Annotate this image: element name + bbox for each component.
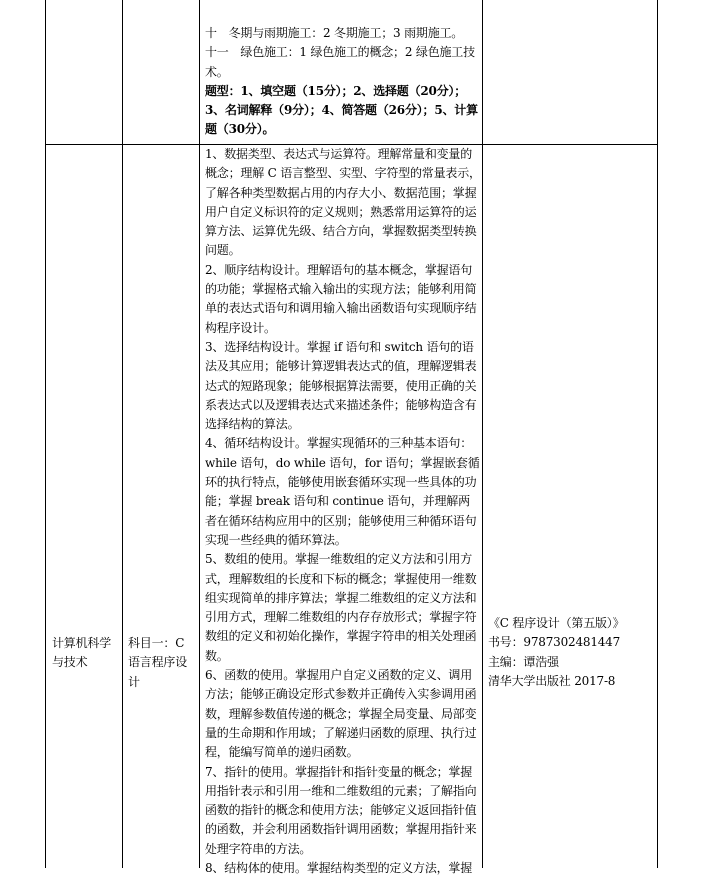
table-border-left: [45, 0, 46, 868]
table-border-right: [657, 0, 658, 868]
textbook-editor: 主编：谭浩强: [488, 654, 559, 669]
textbook-title: 《C 程序设计（第五版）》: [488, 616, 625, 630]
content-section-7: 7、指针的使用。掌握指针和指针变量的概念；掌握用指针表示和引用一维和二维数组的元素；了解指向函数的指针的概念和使用方法；能够定义返回指针值的函数，并会利用函数指针调用函数；掌握用指针来处理字符串的方法。: [205, 764, 477, 856]
content-section-8: 8、结构体的使用。掌握结构类型的定义方法，掌握: [205, 860, 473, 875]
content-section-3: 3、选择结构设计。掌握 if 语句和 switch 语句的语法及其应用；能够计算逻辑表达式的值，理解逻辑表达式的短路现象；能够根据算法需要，使用正确的关系表达式以及逻辑表达式来描述条件；能够构造含有选择结构的算法。: [205, 339, 477, 432]
top-row-content: [205, 24, 481, 140]
textbook-publisher: 清华大学出版社 2017-8: [488, 673, 616, 688]
table-border-col3: [482, 0, 483, 868]
top-line-green: 十一 绿色施工：1 绿色施工的概念；2 绿色施工技术。: [205, 45, 475, 79]
table-border-col1: [122, 0, 123, 868]
content-section-1: 1、数据类型、表达式与运算符。理解常量和变量的概念；理解 C 语言整型、实型、字符型的常量表示，了解各种类型数据占用的内存大小、数据范围；掌握用户自定义标识符的定义规则；熟悉常用运算符的运算方法、运算优先级、结合方向，掌握数据类型转换问题。: [205, 147, 481, 258]
content-section-5: 5、数组的使用。掌握一维数组的定义方法和引用方式，理解数组的长度和下标的概念；掌握使用一维数组实现简单的排序算法；掌握二维数组的定义方法和引用方式，理解二维数组的内存存放形式；掌握字符数组的定义和初始化操作，掌握字符串的相关处理函数。: [205, 552, 477, 663]
subject-name: 科目一：C 语言程序设计: [128, 636, 188, 689]
question-types: 题型：1、填空题（15分）；2、选择题（20分）；3、名词解释（9分）；4、简答题（26分）；5、计算题（30分）。: [205, 83, 478, 137]
content-section-6: 6、函数的使用。掌握用户自定义函数的定义、调用方法；能够正确设定形式参数并正确传入实参调用函数，理解参数值传递的概念；掌握全局变量、局部变量的生命期和作用域；了解递归函数的原理、执行过程，能编写简单的递归函数。: [205, 668, 477, 760]
content-section-4: 4、循环结构设计。掌握实现循环的三种基本语句：while 语句，do while 语句，for 语句；掌握嵌套循环的执行特点，能够使用嵌套循环实现一些具体的功能；掌握 break 语句和 continue 语句，并理解两者在循环结构应用中的区别；能够使用三种循环语句实现一些经典的循环算法。: [205, 436, 480, 547]
table-border-col2: [199, 0, 200, 868]
content-section-2: 2、顺序结构设计。理解语句的基本概念，掌握语句的功能；掌握格式输入输出的实现方法；能够利用简单的表达式语句和调用输入输出函数语句实现顺序结构程序设计。: [205, 262, 477, 335]
textbook-info: [488, 614, 702, 691]
textbook-isbn: 书号：9787302481447: [488, 635, 621, 650]
department-name: 计算机科学与技术: [52, 636, 112, 670]
top-line-winter-rain: 十 冬期与雨期施工：2 冬期施工；3 雨期施工。: [205, 26, 464, 40]
exam-content: [205, 145, 481, 878]
